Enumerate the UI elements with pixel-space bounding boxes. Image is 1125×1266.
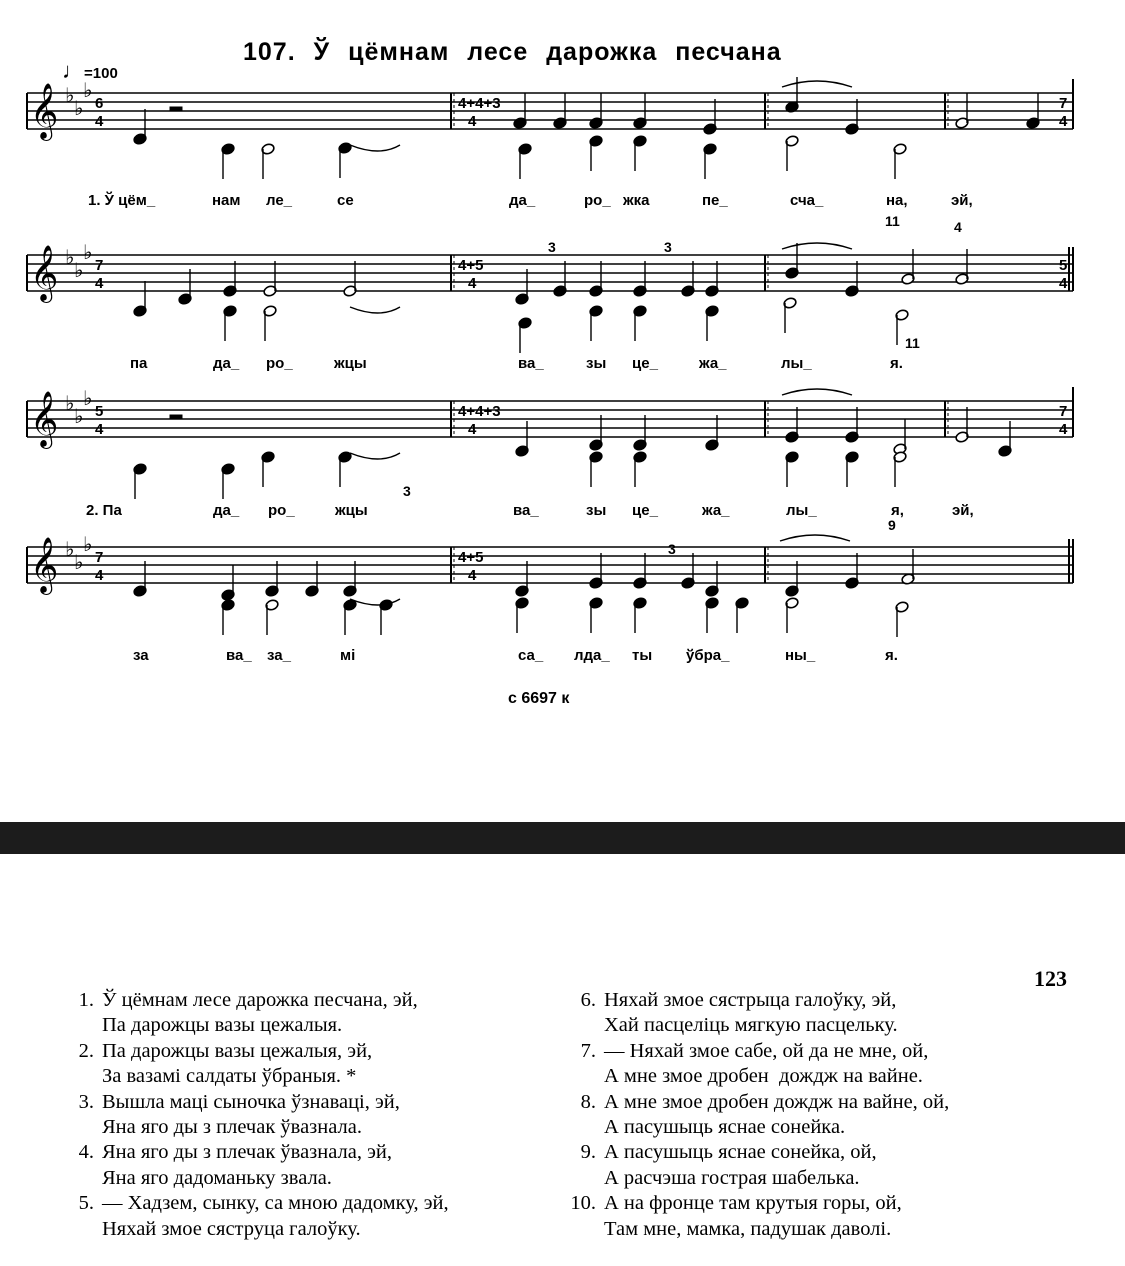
treble-clef-icon: 𝄞 (30, 391, 59, 447)
verse (66, 1090, 449, 1141)
slur (350, 453, 400, 459)
verse-line: Ў цёмнам лесе дарожка песчана, эй, (102, 989, 418, 1011)
time-signature-top: 7 (95, 549, 104, 566)
treble-clef-icon: 𝄞 (30, 245, 59, 301)
quarter-note-icon: ♩ (62, 58, 84, 83)
score-mark: 3 (664, 239, 672, 255)
lyric-syllable: це_ (632, 502, 658, 519)
time-signatures (95, 95, 1068, 584)
verse-number: 5. (78, 1192, 94, 1215)
flat-icon: ♭ (65, 391, 75, 415)
flat-icon: ♭ (65, 245, 75, 269)
flat-icon: ♭ (74, 404, 84, 428)
flat-icon: ♭ (83, 240, 93, 264)
lyric-syllable: 1. Ў цём_ (88, 192, 156, 209)
time-signature-top: 5 (95, 403, 104, 420)
lyric-syllable: жа_ (699, 355, 727, 372)
lyric-syllable: на, (886, 192, 908, 209)
verse-line: — Няхай змое сабе, ой да не мне, ой, (604, 1039, 929, 1062)
rest-icon (170, 107, 182, 111)
time-signature-bottom: 4 (468, 421, 477, 438)
verse-line: Вышла маці сыночка ўзнаваці, эй, (102, 1090, 400, 1113)
lyric-syllable: мі (340, 647, 356, 664)
verse-number: 6. (580, 989, 596, 1011)
time-signature-bottom: 4 (95, 113, 104, 130)
treble-clef-icon: 𝄞 (30, 83, 59, 139)
lyric-syllable: ны_ (785, 647, 816, 664)
lyric-syllable: зы (586, 502, 607, 519)
lyric-syllable: нам (212, 192, 241, 209)
slur (350, 307, 400, 313)
lyric-syllable: жка (623, 192, 650, 209)
verse-line: Хай пасцеліць мягкую пасцельку. (604, 1014, 898, 1037)
time-signature-top: 4+5 (458, 257, 484, 274)
time-signature-bottom: 4 (95, 275, 104, 292)
flat-icon: ♭ (83, 532, 93, 556)
time-signature-top: 7 (1059, 95, 1068, 112)
verse (66, 1191, 449, 1242)
time-signature-bottom: 4 (1059, 275, 1068, 292)
time-signature-top: 7 (1059, 403, 1068, 420)
treble-clef-icon: 𝄞 (30, 537, 59, 593)
verse-line: А на фронце там крутыя горы, ой, (604, 1192, 902, 1215)
verse-line: Па дарожцы вазы цежалыя, эй, (102, 1039, 373, 1062)
verse (66, 1140, 449, 1191)
verse-line: Па дарожцы вазы цежалыя. (102, 1014, 343, 1037)
score-mark: 3 (548, 239, 556, 255)
time-signature-bottom: 4 (95, 567, 104, 584)
verse-number: 4. (78, 1141, 94, 1164)
verse (66, 988, 449, 1039)
lyric-syllable: ва_ (226, 647, 252, 664)
flat-icon: ♭ (74, 550, 84, 574)
score-mark: 3 (668, 541, 676, 557)
verse-line: А расчэша гострая шабелька. (604, 1166, 860, 1189)
slur (350, 145, 400, 151)
verse-line: Няхай змое сястрыца галоўку, эй, (604, 989, 897, 1011)
slur (780, 535, 850, 541)
verse-number: 2. (78, 1039, 94, 1062)
slur (782, 389, 852, 395)
lyric-syllable: лы_ (781, 355, 812, 372)
time-signature-bottom: 4 (95, 421, 104, 438)
verse (568, 1191, 949, 1242)
time-signature-bottom: 4 (468, 113, 477, 130)
verse (568, 1039, 949, 1090)
time-signature-bottom: 4 (1059, 421, 1068, 438)
time-signature-top: 4+4+3 (458, 95, 501, 112)
slur (782, 81, 852, 87)
verse (66, 1039, 449, 1090)
verse-number: 1. (78, 989, 94, 1011)
lyric-syllable: за_ (267, 647, 291, 664)
lyric-syllable: ўбра_ (686, 647, 730, 664)
verse-line: А мне змое дробен дождж на вайне. (604, 1065, 923, 1088)
verse-line: А мне змое дробен дождж на вайне, ой, (604, 1090, 950, 1113)
verses-right-column (568, 988, 949, 1242)
lyric-syllable: ты (632, 647, 653, 664)
verse-line: Няхай змое сяструца галоўку. (102, 1217, 361, 1240)
score-mark: 4 (954, 219, 962, 235)
lyric-syllable: я, (891, 502, 904, 519)
time-signature-top: 6 (95, 95, 104, 112)
verse-line: Яна яго дадоманьку звала. (102, 1166, 332, 1189)
score-mark: 11 (905, 335, 920, 351)
lyric-syllable: я. (885, 647, 898, 664)
rest-icon (170, 415, 182, 419)
lyric-syllable: па (130, 355, 148, 372)
lyric-syllable: се (337, 192, 354, 209)
lyric-syllable: да_ (213, 502, 240, 519)
time-signature-top: 5 (1059, 257, 1068, 274)
lyric-syllable: ва_ (518, 355, 544, 372)
lyric-syllable: зы (586, 355, 607, 372)
lyric-syllable: ро_ (268, 502, 295, 519)
verse-number: 3. (78, 1090, 94, 1113)
flat-icon: ♭ (74, 258, 84, 282)
score-mark: 9 (888, 517, 896, 533)
flat-icon: ♭ (83, 78, 93, 102)
verse-number: 10. (570, 1192, 596, 1215)
verse (568, 988, 949, 1039)
catalog-number: с 6697 к (508, 690, 570, 707)
lyric-syllable: жа_ (702, 502, 730, 519)
verse-line: А пасушыць яснае сонейка, ой, (604, 1141, 877, 1164)
time-signature-bottom: 4 (468, 567, 477, 584)
verse-number: 7. (580, 1039, 596, 1062)
verse-line: Яна яго ды з плечак ўвазнала. (102, 1116, 362, 1139)
lyric-syllable: лда_ (574, 647, 610, 664)
lyric-syllable: я. (890, 355, 903, 372)
verses-left-column (66, 988, 449, 1242)
song-title: 107. Ў цёмнам лесе дарожка песчана (243, 38, 782, 66)
verse-line: За вазамі салдаты ўбраныя. * (102, 1065, 357, 1088)
lyric-syllable: лы_ (786, 502, 817, 519)
verse (568, 1140, 949, 1191)
page-divider (0, 822, 1125, 854)
lyric-syllable: да_ (213, 355, 240, 372)
time-signature-bottom: 4 (1059, 113, 1068, 130)
tempo-value: =100 (84, 65, 118, 82)
verse-line: Яна яго ды з плечак ўвазнала, эй, (102, 1141, 392, 1164)
lyric-syllable: ро_ (584, 192, 611, 209)
score-mark: 3 (403, 483, 411, 499)
time-signature-bottom: 4 (468, 275, 477, 292)
verse (568, 1090, 949, 1141)
verse-line: Там мне, мамка, падушак даволі. (604, 1217, 892, 1240)
lyric-syllable: це_ (632, 355, 658, 372)
lyric-syllable: жцы (335, 502, 368, 519)
lyric-syllable: 2. Па (86, 502, 122, 519)
flat-icon: ♭ (83, 386, 93, 410)
lyric-syllable: пе_ (702, 192, 728, 209)
verse-line: А пасушыць яснае сонейка. (604, 1116, 846, 1139)
treble-clefs (30, 78, 92, 595)
lyric-syllable: за (133, 647, 149, 664)
time-signature-top: 7 (95, 257, 104, 274)
verse-number: 8. (580, 1090, 596, 1113)
slur (782, 243, 852, 249)
lyric-syllable: ва_ (513, 502, 539, 519)
lyric-syllable: ле_ (266, 192, 293, 209)
lyric-syllable: са_ (518, 647, 544, 664)
time-signature-top: 4+4+3 (458, 403, 501, 420)
barlines (27, 79, 1073, 583)
lyric-syllable: ро_ (266, 355, 293, 372)
lyric-syllable: да_ (509, 192, 536, 209)
time-signature-top: 4+5 (458, 549, 484, 566)
flat-icon: ♭ (74, 96, 84, 120)
lyric-syllable: сча_ (790, 192, 824, 209)
flat-icon: ♭ (65, 537, 75, 561)
lyric-syllable: эй, (951, 192, 973, 209)
lyric-syllable: жцы (334, 355, 367, 372)
page-number: 123 (1034, 966, 1067, 991)
lyric-syllable: эй, (952, 502, 974, 519)
verse-number: 9. (580, 1141, 596, 1164)
score-mark: 11 (885, 213, 900, 229)
verse-line: — Хадзем, сынку, са мною дадомку, эй, (102, 1192, 449, 1215)
flat-icon: ♭ (65, 83, 75, 107)
